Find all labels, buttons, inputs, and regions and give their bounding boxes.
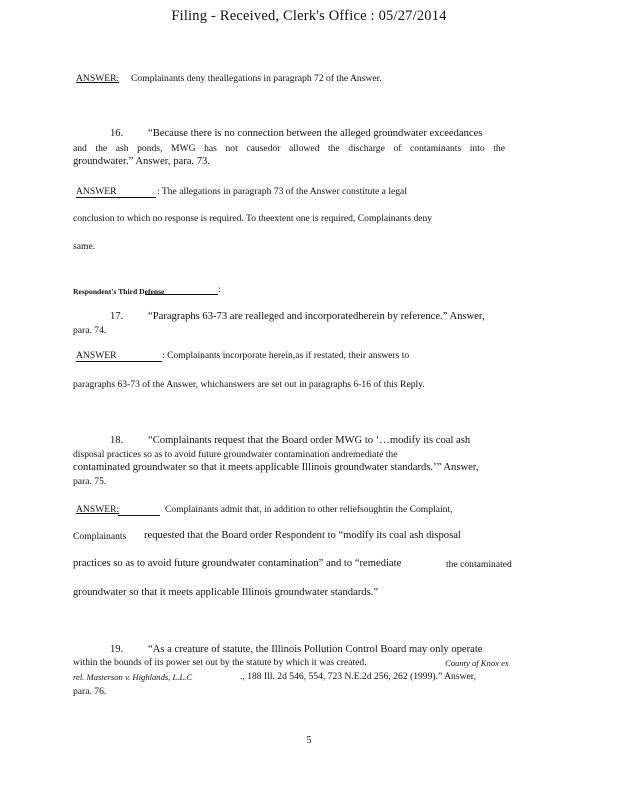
paragraph-text-line: “Because there is no connection between the alleged groundwater exceedances <box>148 128 483 139</box>
paragraph-text-line: ., 188 Ill. 2d 546, 554, 723 N.E.2d 256, 262 (1999).” Answer, <box>240 671 476 682</box>
answer-label: ANSWER <box>76 350 117 361</box>
answer-text: Complainants admit that, in addition to other reliefsoughtin the Complaint, <box>165 504 453 515</box>
paragraph-number: 19. <box>110 644 124 655</box>
paragraph-text-line: para. 75. <box>73 476 107 487</box>
heading-colon: : <box>218 284 221 295</box>
answer-underline <box>118 515 160 516</box>
answer-text: Complainants deny theallegations in paragraph 72 of the Answer. <box>131 73 382 84</box>
case-citation: rel. Masterson v. Highlands, L.L.C <box>73 672 193 682</box>
paragraph-text-line: contaminated groundwater so that it meets applicable Illinois groundwater standards.’” Answer, <box>73 462 479 473</box>
paragraph-text-line: “Complainants request that the Board order MWG to ‘…modify its coal ash <box>148 435 471 446</box>
answer-text: the contaminated <box>446 559 512 570</box>
page-number: 5 <box>306 735 312 746</box>
answer-underline <box>76 197 156 198</box>
paragraph-text-line: “As a creature of statute, the Illinois Pollution Control Board may only operate <box>148 644 483 655</box>
answer-text: requested that the Board order Respondent to “modify its coal ash disposal <box>144 530 461 541</box>
answer-underline <box>76 361 162 362</box>
paragraph-number: 17. <box>110 311 124 322</box>
paragraph-text-line: para. 76. <box>73 686 107 697</box>
answer-text: practices so as to avoid future groundwater contamination” and to “remediate <box>73 558 402 569</box>
answer-text: paragraphs 63-73 of the Answer, whichanswers are set out in paragraphs 6-16 of this Reply. <box>73 379 425 390</box>
case-citation: County of Knox ex <box>445 658 509 668</box>
answer-text: : Complainants incorporate herein,as if restated, their answers to <box>162 350 410 361</box>
paragraph-number: 16. <box>110 128 124 139</box>
paragraph-text-line: within the bounds of its power set out by the statute by which it was created. <box>73 657 367 668</box>
filing-header: Filing - Received, Clerk's Office : 05/27/2014 <box>171 8 447 24</box>
answer-label: ANSWER <box>76 186 117 197</box>
answer-text: same. <box>73 241 96 252</box>
answer-text: conclusion to which no response is required. To theextent one is required, Complainants deny <box>73 213 433 224</box>
section-heading: Respondent's Third Defense <box>73 287 165 296</box>
heading-underline <box>145 294 218 295</box>
paragraph-text-line: disposal practices so as to avoid future groundwater contamination andremediate the <box>73 449 398 460</box>
answer-text: : The allegations in paragraph 73 of the Answer constitute a legal <box>157 186 407 197</box>
answer-label: ANSWER: <box>76 504 120 515</box>
answer-text: groundwater so that it meets applicable Illinois groundwater standards.” <box>73 587 379 598</box>
paragraph-text-line: and the ash ponds, MWG has not causedor allowed the discharge of contaminants into the <box>73 143 505 154</box>
paragraph-number: 18. <box>110 435 124 446</box>
paragraph-text-line: “Paragraphs 63-73 are realleged and incorporatedherein by reference.” Answer, <box>148 311 485 322</box>
answer-label: ANSWER: <box>76 73 120 84</box>
answer-text: Complainants <box>73 531 127 542</box>
paragraph-text-line: para. 74. <box>73 325 107 336</box>
paragraph-text-line: groundwater.” Answer, para. 73. <box>73 156 210 167</box>
